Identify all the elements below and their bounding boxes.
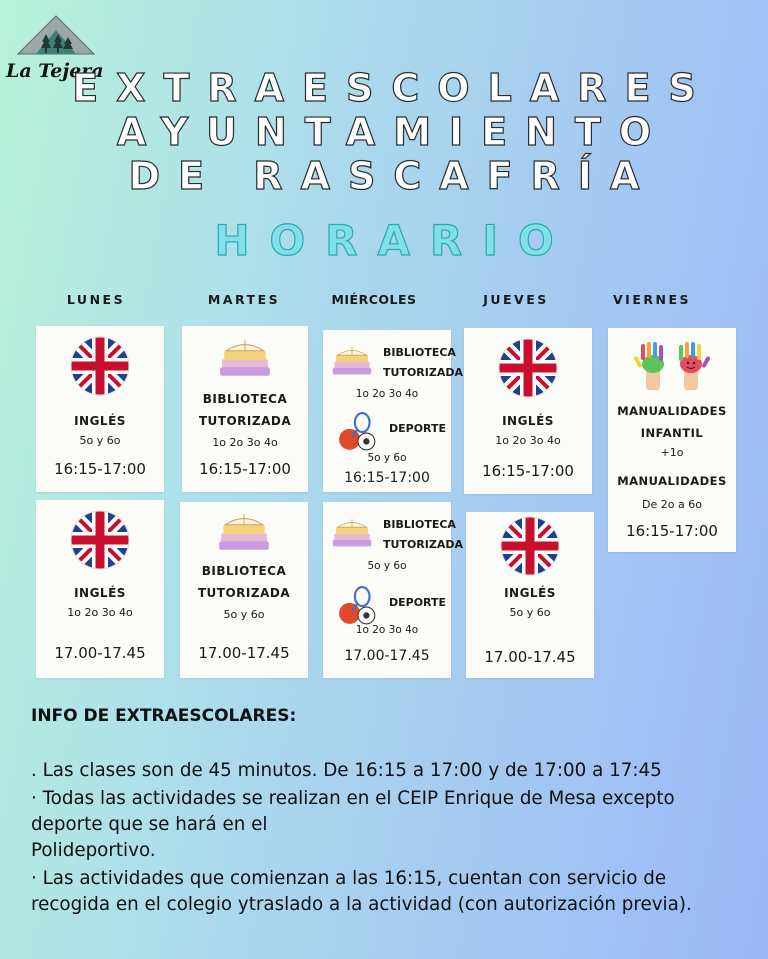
card-jueves-1 [464,328,592,494]
activity-label: INGLÉS [74,586,126,600]
activity-label-3: DEPORTE [389,596,447,609]
activity-label: INGLÉS [502,414,554,428]
time-label: 16:15-17:00 [626,522,718,540]
activity-label-3: DEPORTE [389,422,447,435]
card-martes-1 [182,326,308,492]
time-label: 16:15-17:00 [482,462,574,480]
title-line-2: AYUNTAMIENTO [116,110,670,154]
uk-flag-icon [70,510,130,570]
time-label: 17.00-17.45 [344,648,430,664]
books-icon [331,344,373,376]
activity-label: BIBLIOTECA [383,346,456,359]
level-label: +1o [660,446,684,459]
uk-flag-icon [498,338,558,398]
level-label: 1o 2o 3o 4o [67,606,133,619]
activity-label-2: INFANTIL [640,426,704,440]
level-label-2: De 2o a 6o [642,498,702,511]
time-label: 16:15-17:00 [54,460,146,478]
card-miercoles-2 [323,502,463,678]
info-line-5: · Las actividades que comienzan a las 16:15, cuentan con servicio de [31,868,667,889]
day-viernes: VIERNES [613,292,691,307]
activity-label-2: TUTORIZADA [383,366,463,379]
activity-label-2: TUTORIZADA [383,538,463,551]
level-label: 5o y 6o [367,560,407,572]
level-label: 5o y 6o [223,608,265,621]
day-lunes: LUNES [66,292,126,307]
day-miercoles: MIÉRCOLES [331,292,417,307]
uk-flag-icon [70,336,130,396]
title-line-3: DE RASCAFRÍA [128,154,658,198]
sports-balls-icon [337,412,379,452]
level-label: 1o 2o 3o 4o [212,436,278,449]
activity-label-3: MANUALIDADES [617,474,727,488]
brand-name: La Tejera [6,60,104,82]
time-label: 16:15-17:00 [344,470,430,486]
info-heading: INFO DE EXTRAESCOLARES: [31,706,297,726]
schedule-title: HORARIO [214,216,574,265]
info-line-3: deporte que se hará en el [31,814,268,835]
activity-label-2: TUTORIZADA [198,414,292,428]
activity-label: INGLÉS [504,586,556,600]
activity-label: BIBLIOTECA [383,518,456,531]
uk-flag-icon [500,516,560,576]
books-icon [331,516,373,548]
day-martes: MARTES [207,292,281,307]
card-martes-2 [180,502,308,678]
card-miercoles-1 [323,330,463,492]
level-label: 1o 2o 3o 4o [495,434,561,447]
activity-label-2: TUTORIZADA [197,586,291,600]
level-label-2: 5o y 6o [367,452,407,464]
card-lunes-1 [36,326,164,492]
activity-label: INGLÉS [74,414,126,428]
info-line-4: Polideportivo. [31,840,156,861]
info-line-2: · Todas las actividades se realizan en el CEIP Enrique de Mesa excepto [31,788,675,809]
card-lunes-2 [36,500,164,678]
title-line-1: EXTRAESCOLARES [72,66,714,110]
level-label-2: 1o 2o 3o 4o [355,624,419,636]
card-jueves-2 [466,512,594,678]
activity-label: BIBLIOTECA [202,392,288,406]
sports-balls-icon [337,586,379,626]
card-viernes-1 [608,328,736,552]
level-label: 1o 2o 3o 4o [355,388,419,400]
activity-label: BIBLIOTECA [201,564,287,578]
level-label: 5o y 6o [509,606,551,619]
time-label: 17.00-17.45 [198,644,290,662]
time-label: 17.00-17.45 [484,648,576,666]
books-icon [217,510,271,552]
info-line-1: . Las clases son de 45 minutos. De 16:15 a 17:00 y de 17:00 a 17:45 [31,760,662,781]
day-jueves: JUEVES [483,292,549,307]
info-line-6: recogida en el colegio ytraslado a la actividad (con autorización previa). [31,894,692,915]
time-label: 16:15-17:00 [199,460,291,478]
painted-hands-icon [628,340,716,392]
activity-label: MANUALIDADES [617,404,727,418]
level-label: 5o y 6o [79,434,121,447]
time-label: 17.00-17.45 [54,644,146,662]
books-icon [218,336,272,378]
